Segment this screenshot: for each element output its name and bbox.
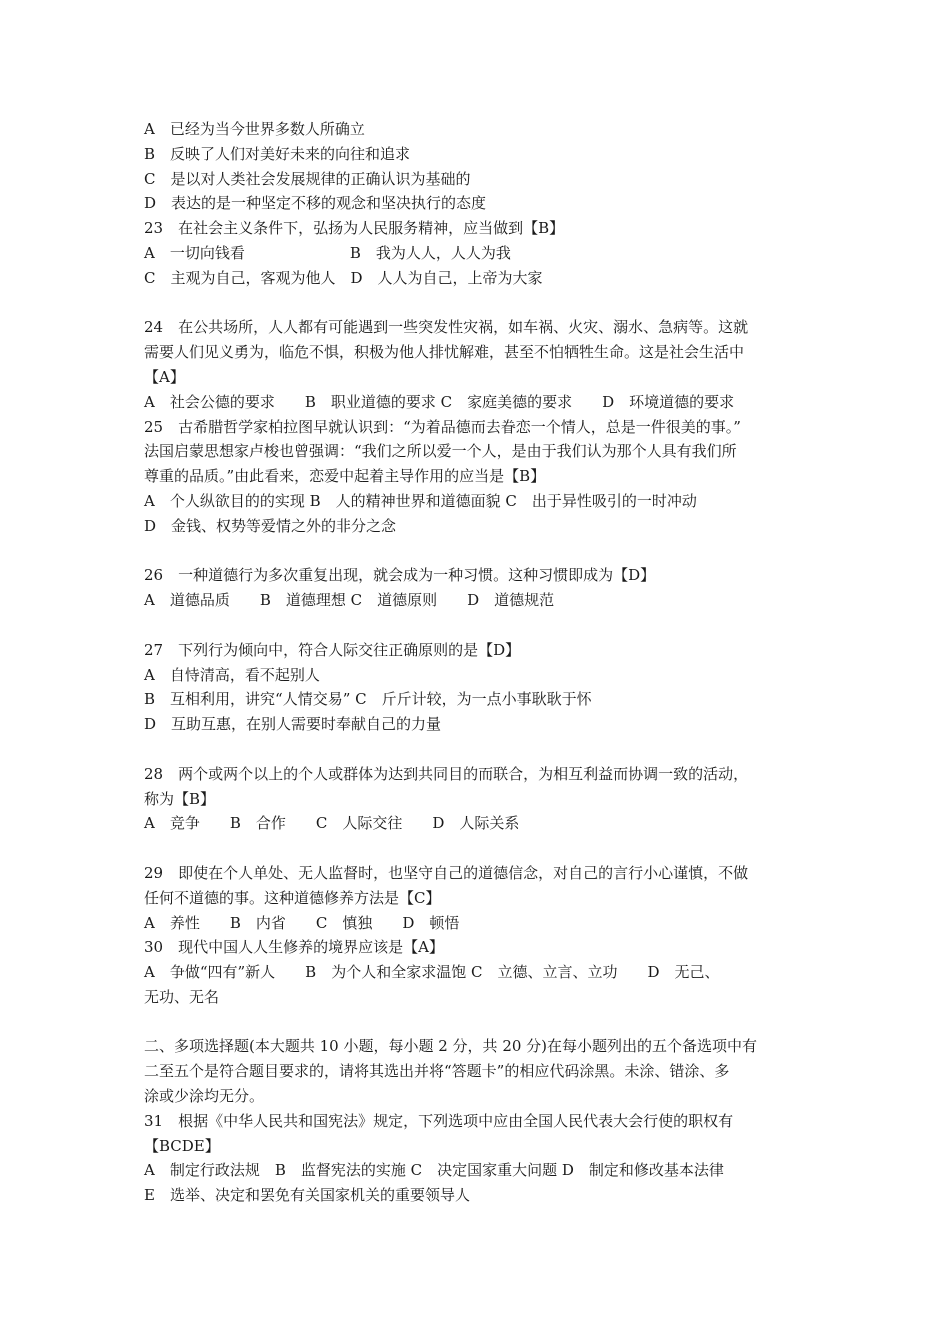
question-23: 23 在社会主义条件下，弘扬为人民服务精神，应当做到【B】 [144, 219, 565, 238]
text-line: 无功、无名 [144, 987, 220, 1006]
blank-line [144, 613, 812, 638]
blank-line [144, 1010, 812, 1035]
text-line: A 竞争 B 合作 C 人际交往 D 人际关系 [144, 814, 520, 833]
text-line: 需要人们见义勇为，临危不惧，积极为他人排忧解难，甚至不怕牺牲生命。这是社会生活中 [144, 343, 745, 362]
section-heading: 二、多项选择题(本大题共 10 小题，每小题 2 分，共 20 分)在每小题列出的五个备选项中有 [144, 1037, 758, 1056]
text-line: 【A】 [144, 367, 185, 386]
text-line: C 主观为自己，客观为他人 D 人人为自己，上帝为大家 [144, 268, 543, 287]
document-body [144, 117, 812, 1208]
question-27: 27 下列行为倾向中，符合人际交往正确原则的是【D】 [144, 640, 521, 659]
text-line: B 互相利用，讲究“人情交易” C 斤斤计较，为一点小事耿耿于怀 [144, 690, 592, 709]
text-line: C 是以对人类社会发展规律的正确认识为基础的 [144, 169, 471, 188]
text-line: D 表达的是一种坚定不移的观念和坚决执行的态度 [144, 194, 487, 213]
text-line: 涂或少涂均无分。 [144, 1087, 265, 1106]
question-31: 31 根据《中华人民共和国宪法》规定，下列选项中应由全国人民代表大会行使的职权有 [144, 1111, 734, 1130]
text-line: A 养性 B 内省 C 慎独 D 顿悟 [144, 913, 460, 932]
question-24: 24 在公共场所，人人都有可能遇到一些突发性灾祸，如车祸、火灾、溺水、急病等。这就 [144, 318, 749, 337]
blank-line [144, 737, 812, 762]
text-line: A 自恃清高，看不起别人 [144, 665, 320, 684]
text-line: A 一切向钱看 B 我为人人，人人为我 [144, 243, 511, 262]
text-line: 二至五个是符合题目要求的，请将其选出并将“答题卡”的相应代码涂黑。未涂、错涂、多 [144, 1062, 730, 1081]
question-26: 26 一种道德行为多次重复出现，就会成为一种习惯。这种习惯即成为【D】 [144, 566, 656, 585]
text-line: A 制定行政法规 B 监督宪法的实施 C 决定国家重大问题 D 制定和修改基本法律 [144, 1161, 724, 1180]
text-line: D 金钱、权势等爱情之外的非分之念 [144, 516, 397, 535]
question-25: 25 古希腊哲学家柏拉图早就认识到：“为着品德而去眷恋一个情人，总是一件很美的事。” [144, 417, 741, 436]
text-line: 称为【B】 [144, 789, 216, 808]
blank-line [144, 836, 812, 861]
text-line: D 互助互惠，在别人需要时奉献自己的力量 [144, 715, 442, 734]
blank-line [144, 291, 812, 316]
text-line: B 反映了人们对美好未来的向往和追求 [144, 144, 411, 163]
text-line: A 个人纵欲目的的实现 B 人的精神世界和道德面貌 C 出于异性吸引的一时冲动 [144, 491, 697, 510]
question-29: 29 即使在个人单处、无人监督时，也坚守自己的道德信念，对自己的言行小心谨慎，不做 [144, 863, 749, 882]
question-30: 30 现代中国人人生修养的境界应该是【A】 [144, 938, 444, 957]
text-line: 尊重的品质。”由此看来，恋爱中起着主导作用的应当是【B】 [144, 467, 546, 486]
blank-line [144, 539, 812, 564]
text-line: A 道德品质 B 道德理想 C 道德原则 D 道德规范 [144, 591, 555, 610]
text-line: A 社会公德的要求 B 职业道德的要求 C 家庭美德的要求 D 环境道德的要求 [144, 392, 735, 411]
text-line: A 已经为当今世界多数人所确立 [144, 120, 365, 138]
text-line: 法国启蒙思想家卢梭也曾强调：“我们之所以爱一个人，是由于我们认为那个人具有我们所 [144, 442, 737, 461]
question-28: 28 两个或两个以上的个人或群体为达到共同目的而联合，为相互利益而协调一致的活动， [144, 764, 749, 783]
text-line: 【BCDE】 [144, 1136, 220, 1155]
text-line: A 争做“四有”新人 B 为个人和全家求温饱 C 立德、立言、立功 D 无己、 [144, 963, 720, 982]
text-line: 任何不道德的事。这种道德修养方法是【C】 [144, 888, 441, 907]
text-line: E 选举、决定和罢免有关国家机关的重要领导人 [144, 1186, 470, 1205]
